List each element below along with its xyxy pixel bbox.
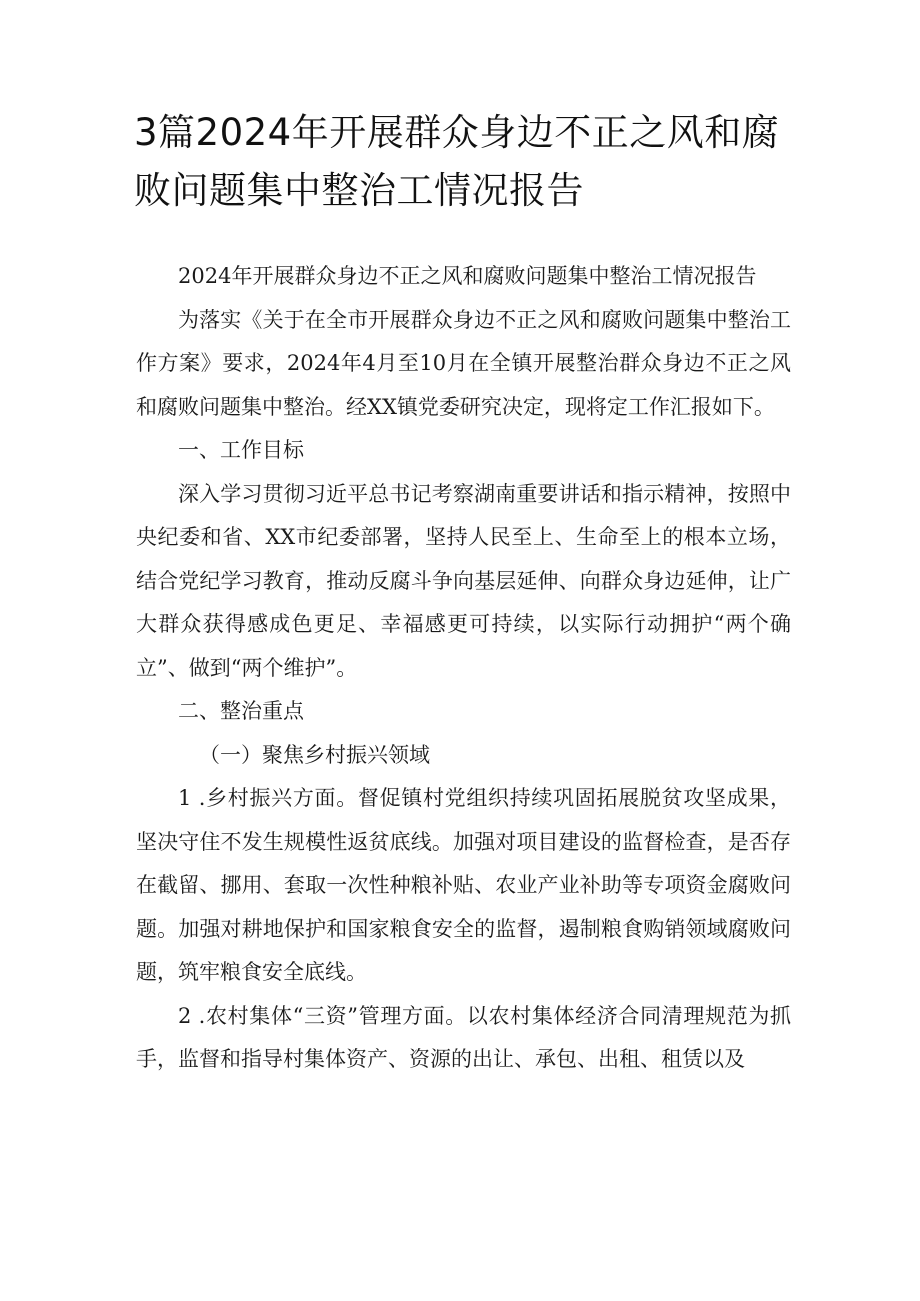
item-rural-revitalization: 1 .乡村振兴方面。督促镇村党组织持续巩固拓展脱贫攻坚成果，坚决守住不发生规模性返贫底线。加强对项目建设的监督检查，是否存在截留、挪用、套取一次性种粮补贴、农业产业补助等专项资金腐败问题。加强对耕地保护和国家粮食安全的监督，遏制粮食购销领域腐败问题，筑牢粮食安全底线。 <box>136 786 791 984</box>
section-heading-goals: 一、工作目标 <box>178 438 304 462</box>
report-subtitle: 2024年开展群众身边不正之风和腐败问题集中整治工情况报告 <box>178 264 757 288</box>
document-body <box>136 255 791 1082</box>
goals-paragraph: 深入学习贯彻习近平总书记考察湖南重要讲话和指示精神，按照中央纪委和省、XX市纪委部署，坚持人民至上、生命至上的根本立场，结合党纪学习教育，推动反腐斗争向基层延伸、向群众身边延伸，让广大群众获得感成色更足、幸福感更可持续，以实际行动拥护“两个确立”、做到“两个维护”。 <box>136 481 791 680</box>
intro-paragraph: 为落实《关于在全市开展群众身边不正之风和腐败问题集中整治工作方案》要求，2024年4月至10月在全镇开展整治群众身边不正之风和腐败问题集中整治。经XX镇党委研究决定，现将定工作汇报如下。 <box>136 307 791 419</box>
subsection-heading-rural: （一）聚焦乡村振兴领域 <box>199 742 430 767</box>
section-heading-focus: 二、整治重点 <box>178 699 304 723</box>
document-title: 3篇2024年开展群众身边不正之风和腐败问题集中整治工情况报告 <box>134 111 780 212</box>
item-collective-assets: 2 .农村集体“三资”管理方面。以农村集体经济合同清理规范为抓手，监督和指导村集体资产、资源的出让、承包、出租、租赁以及 <box>136 1003 791 1071</box>
